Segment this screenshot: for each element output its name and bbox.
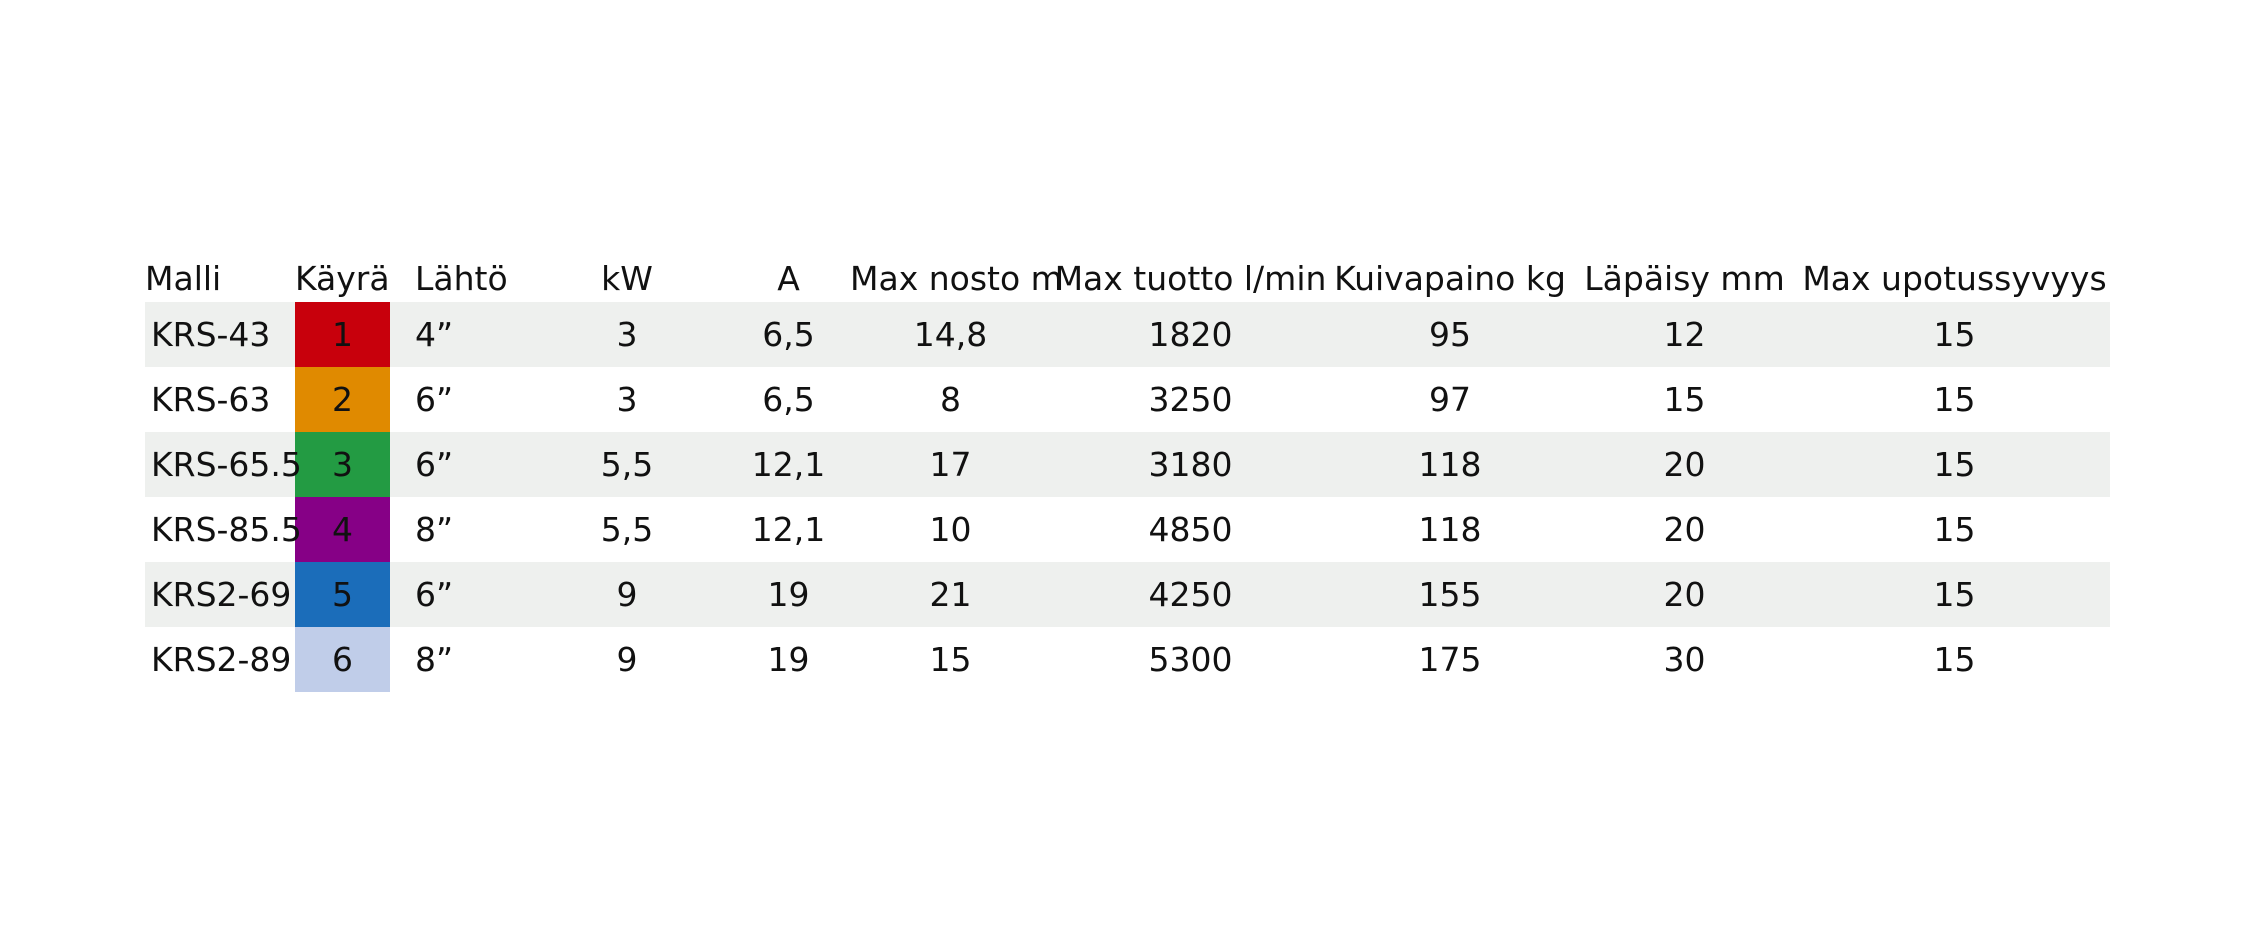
cell-a: 6,5 xyxy=(762,380,815,419)
cell-max-upotussyvyys: 15 xyxy=(1799,432,2110,497)
cell-kayra xyxy=(295,497,403,562)
cell-lapaisy: 12 xyxy=(1570,302,1799,367)
cell-lapaisy: 20 xyxy=(1663,510,1706,549)
cell-kw: 3 xyxy=(616,380,638,419)
curve-swatch: 1 xyxy=(295,302,390,367)
header-lahto: Lähtö xyxy=(415,259,508,298)
cell-lapaisy: 20 xyxy=(1570,562,1799,627)
curve-swatch: 3 xyxy=(295,432,390,497)
cell-kuivapaino: 118 xyxy=(1330,432,1570,497)
cell-a: 19 xyxy=(727,562,850,627)
cell-max-upotussyvyys: 15 xyxy=(1933,380,1976,419)
cell-lahto: 4” xyxy=(403,302,527,367)
cell-kw: 9 xyxy=(616,640,638,679)
table-row xyxy=(145,432,2110,497)
cell-max-tuotto: 1820 xyxy=(1051,302,1330,367)
cell-max-upotussyvyys: 15 xyxy=(1799,562,2110,627)
cell-max-nosto: 10 xyxy=(929,510,972,549)
curve-swatch: 5 xyxy=(295,562,390,627)
cell-max-nosto: 17 xyxy=(850,432,1051,497)
cell-kuivapaino: 118 xyxy=(1418,510,1482,549)
curve-swatch: 2 xyxy=(295,367,390,432)
header-kw: kW xyxy=(601,259,653,298)
cell-kuivapaino: 95 xyxy=(1330,302,1570,367)
header-lapaisy: Läpäisy mm xyxy=(1584,259,1785,298)
curve-swatch: 6 xyxy=(295,627,390,692)
cell-kayra xyxy=(295,302,403,367)
cell-max-upotussyvyys: 15 xyxy=(1933,510,1976,549)
cell-max-tuotto: 4250 xyxy=(1051,562,1330,627)
pump-spec-table xyxy=(145,246,2110,692)
cell-kayra xyxy=(295,432,403,497)
cell-lahto: 6” xyxy=(415,380,454,419)
cell-kayra xyxy=(295,562,403,627)
cell-kayra xyxy=(295,367,403,432)
cell-kuivapaino: 155 xyxy=(1330,562,1570,627)
header-row xyxy=(145,246,2110,302)
cell-kayra xyxy=(295,627,403,692)
cell-a: 12,1 xyxy=(727,432,850,497)
table-row xyxy=(145,562,2110,627)
cell-lapaisy: 30 xyxy=(1663,640,1706,679)
cell-kuivapaino: 175 xyxy=(1418,640,1482,679)
cell-max-upotussyvyys: 15 xyxy=(1799,302,2110,367)
header-max-tuotto: Max tuotto l/min xyxy=(1054,259,1327,298)
cell-lahto: 6” xyxy=(403,432,527,497)
cell-max-tuotto: 3250 xyxy=(1148,380,1233,419)
table-row xyxy=(145,627,2110,692)
cell-malli: KRS-63 xyxy=(151,380,271,419)
cell-malli: KRS-85.5 xyxy=(151,510,302,549)
cell-kw: 5,5 xyxy=(600,510,654,549)
cell-max-tuotto: 4850 xyxy=(1148,510,1233,549)
cell-a: 6,5 xyxy=(727,302,850,367)
cell-max-tuotto: 5300 xyxy=(1148,640,1233,679)
table-row xyxy=(145,497,2110,562)
curve-swatch: 4 xyxy=(295,497,390,562)
cell-lapaisy: 15 xyxy=(1663,380,1706,419)
pump-spec-table-wrapper xyxy=(145,246,2110,692)
cell-lahto: 6” xyxy=(403,562,527,627)
cell-malli: KRS2-89 xyxy=(151,640,292,679)
cell-max-nosto: 21 xyxy=(850,562,1051,627)
header-kayra: Käyrä xyxy=(295,259,390,298)
header-a: A xyxy=(777,259,800,298)
cell-kuivapaino: 97 xyxy=(1429,380,1471,419)
cell-kw: 9 xyxy=(527,562,727,627)
cell-max-upotussyvyys: 15 xyxy=(1933,640,1976,679)
cell-a: 19 xyxy=(767,640,810,679)
cell-malli: KRS-65.5 xyxy=(145,432,295,497)
cell-max-nosto: 8 xyxy=(940,380,961,419)
cell-malli: KRS2-69 xyxy=(145,562,295,627)
header-kuivapaino: Kuivapaino kg xyxy=(1334,259,1566,298)
table-row xyxy=(145,302,2110,367)
header-max-nosto: Max nosto m xyxy=(850,259,1063,298)
table-row xyxy=(145,367,2110,432)
cell-kw: 5,5 xyxy=(527,432,727,497)
cell-max-tuotto: 3180 xyxy=(1051,432,1330,497)
cell-max-nosto: 15 xyxy=(929,640,972,679)
cell-max-nosto: 14,8 xyxy=(850,302,1051,367)
header-max-upotussyvyys: Max upotussyvyys xyxy=(1802,259,2107,298)
cell-lahto: 8” xyxy=(415,640,454,679)
cell-a: 12,1 xyxy=(751,510,826,549)
header-malli: Malli xyxy=(145,259,222,298)
cell-malli: KRS-43 xyxy=(145,302,295,367)
cell-lahto: 8” xyxy=(415,510,454,549)
cell-kw: 3 xyxy=(527,302,727,367)
cell-lapaisy: 20 xyxy=(1570,432,1799,497)
